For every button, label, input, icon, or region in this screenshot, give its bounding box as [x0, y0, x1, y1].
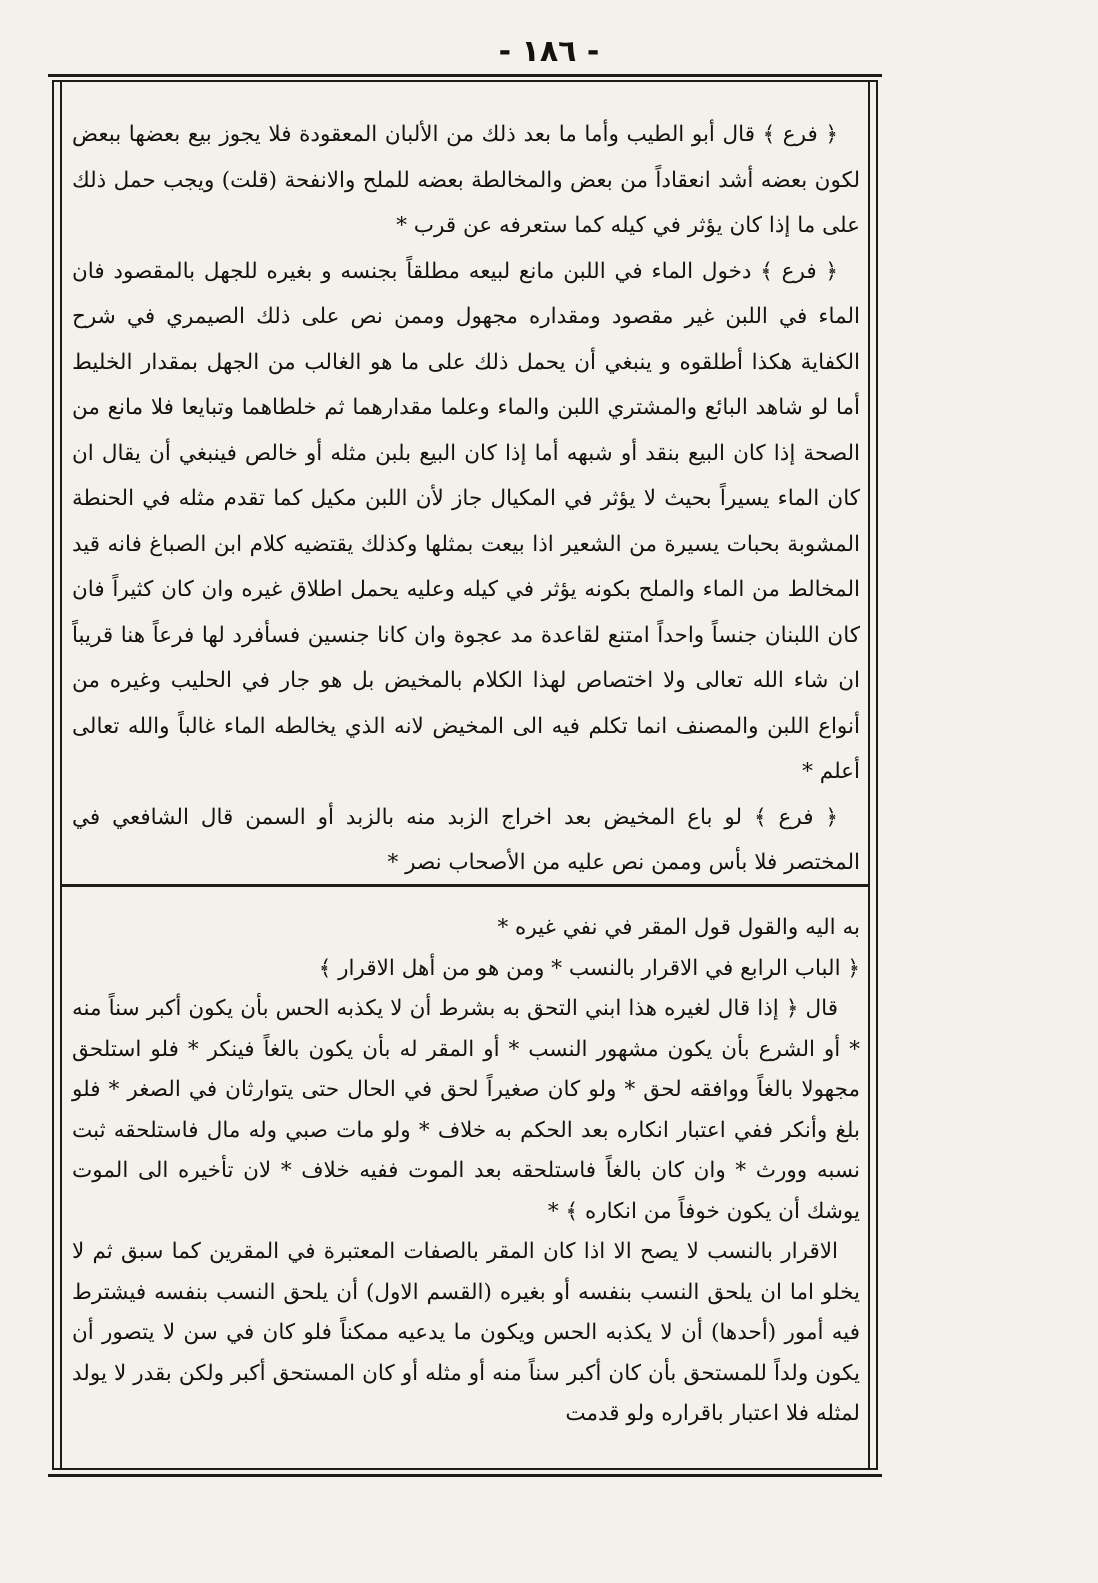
upper-paragraph-1: ﴿ فرع ﴾ قال أبو الطيب وأما ما بعد ذلك من الألبان المعقودة فلا يجوز بيع بعضها ببعض لكون بعضه أشد انعقاداً من بعض والمخالطة بعضه للملح والانفحة (قلت) ويجب حمل ذلك على ما إذا كان يؤثر في كيله كما ستعرفه عن قرب * — [72, 122, 860, 238]
upper-paragraph-2: ﴿ فرع ﴾ دخول الماء في اللبن مانع لبيعه مطلقاً بجنسه و بغيره للجهل بالمقصود فان الماء في اللبن غير مقصود ومقداره مجهول وممن نص على ذلك الصيمري في شرح الكفاية هكذا أطلقوه و ينبغي أن يحمل ذلك على ما هو الغالب من الجهل بمقدار الخليط أما لو شاهد البائع والمشتري اللبن والماء وعلما مقدارهما ثم خلطاهما وتبايعا فلا مانع من الصحة إذا كان البيع بنقد أو شبهه أما إذا كان البيع بلبن مثله أو خالص فينبغي أن يقال ان كان الماء يسيراً بحيث لا يؤثر في المكيال جاز لأن اللبن مكيل كما تقدم مثله في الحنطة المشوبة بحبات يسيرة من الشعير اذا بيعت بمثلها وكذلك يقتضيه كلام ابن الصباغ فانه قيد المخالط من الماء والملح بكونه يؤثر في كيله وعليه يحمل اطلاق غيره وان كان كثيراً فان كان اللبنان جنساً واحداً امتنع لقاعدة مد عجوة وان كانا جنسين فسأفرد لها فرعاً هنا قريباً ان شاء الله تعالى ولا اختصاص لهذا الكلام بالمخيض بل هو جار في الحليب وغيره من أنواع اللبن والمصنف انما تكلم فيه الى المخيض لانه الذي يخالطه الماء غالباً والله تعالى أعلم * — [72, 258, 860, 784]
outer-rule-top — [48, 74, 882, 77]
lower-paragraph-2: الاقرار بالنسب لا يصح الا اذا كان المقر بالصفات المعتبرة في المقرين كما سبق ثم لا يخلو اما ان يلحق النسب بنفسه أو بغيره (القسم الاول) أن يلحق النسب بنفسه فيشترط فيه أمور (أحدها) أن لا يكذبه الحس ويكون ما يدعيه ممكناً فلو كان في سن لا يتصور أن يكون ولداً للمستحق بأن كان أكبر سناً منه أو مثله أو كان المستحق أكبر ولكن بقدر لا يولد لمثله فلا اعتبار باقراره ولو قدمت — [72, 1239, 860, 1426]
lower-main-text — [72, 908, 860, 1435]
outer-rule-bottom — [48, 1474, 882, 1477]
section-divider — [60, 884, 870, 887]
chapter-heading: ﴿ الباب الرابع في الاقرار بالنسب * ومن هو من أهل الاقرار ﴾ — [318, 955, 860, 981]
upper-paragraph-3: ﴿ فرع ﴾ لو باع المخيض بعد اخراج الزبد منه بالزبد أو السمن قال الشافعي في المختصر فلا بأس وممن نص عليه من الأصحاب نصر * — [72, 804, 860, 875]
frame-inner-line-left — [60, 80, 62, 1470]
frame-inner-line-right — [868, 80, 870, 1470]
upper-commentary — [72, 112, 860, 886]
lower-opening-line: به اليه والقول قول المقر في نفي غيره * — [497, 915, 860, 940]
page-number: - ١٨٦ - — [498, 34, 600, 69]
lower-paragraph-1: قال ﴿ إذا قال لغيره هذا ابني التحق به بشرط أن لا يكذبه الحس بأن يكون أكبر سناً منه * أو الشرع بأن يكون مشهور النسب * أو المقر له بأن يكون بالغاً فينكر * فلو استلحق مجهولا بالغاً ووافقه لحق * ولو كان صغيراً لحق في الحال حتى يتوارثان في الصغر * فلو بلغ وأنكر ففي اعتبار انكاره بعد الحكم به خلاف * ولو مات صبي وله مال فاستلحقه ثبت نسبه وورث * وان كان بالغاً فاستلحقه بعد الموت ففيه خلاف * لان تأخيره الى الموت يوشك أن يكون خوفاً من انكاره ﴾ * — [72, 996, 860, 1224]
